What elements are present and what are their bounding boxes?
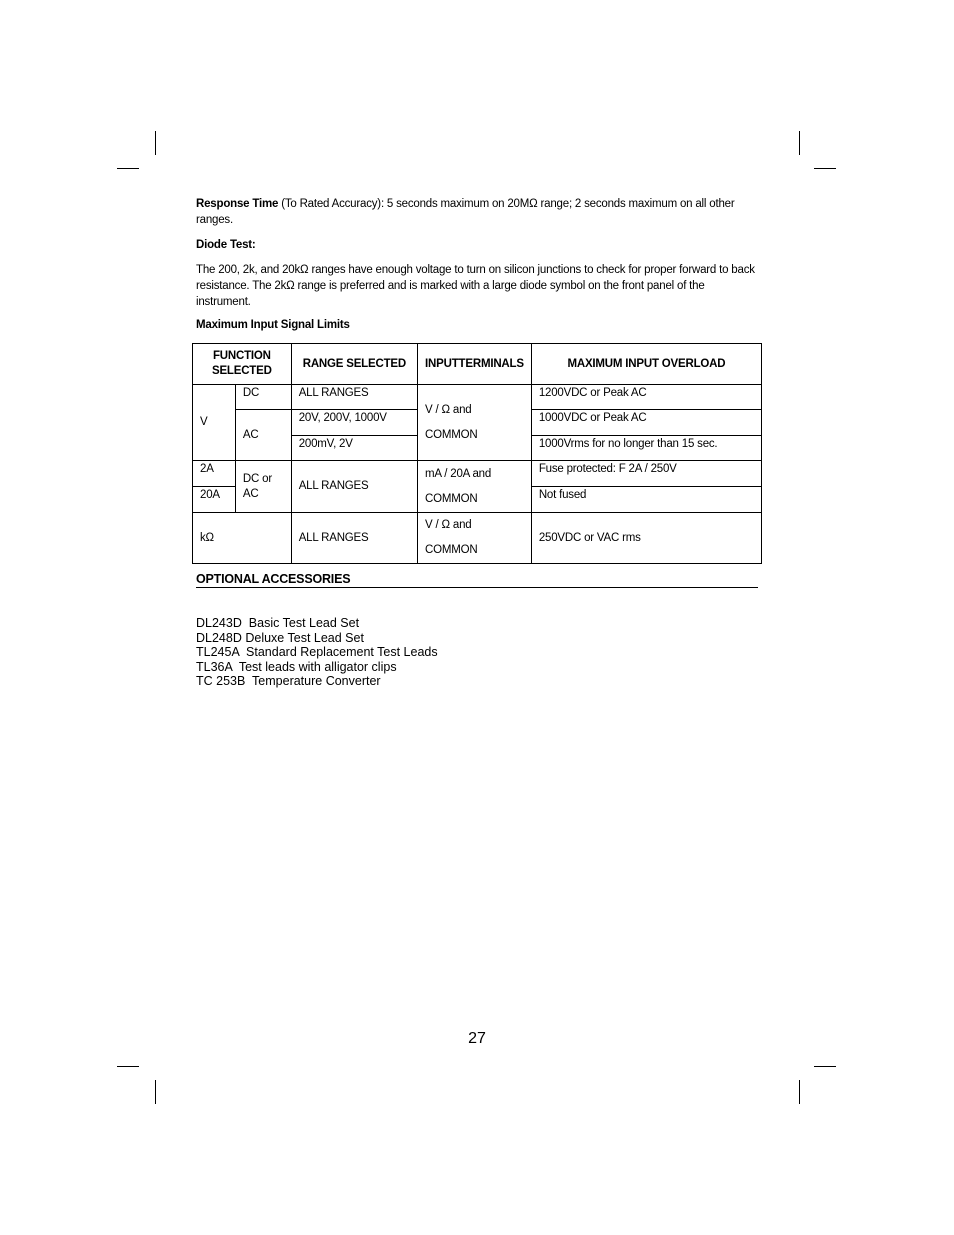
range-cell: 20V, 200V, 1000V	[291, 410, 417, 436]
mode-dc: DC	[235, 385, 291, 410]
terminal-line: COMMON	[425, 492, 478, 505]
function-v: V	[193, 385, 236, 461]
header-terminals: INPUTTERMINALS	[418, 344, 532, 385]
range-cell: 200mV, 2V	[291, 436, 417, 461]
terminal-line: COMMON	[425, 544, 478, 556]
crop-mark	[155, 131, 156, 155]
header-range: RANGE SELECTED	[291, 344, 417, 385]
range-cell: ALL RANGES	[291, 385, 417, 410]
terminals-a	[418, 461, 532, 513]
diode-test-body: The 200, 2k, and 20kΩ ranges have enough voltage to turn on silicon junctions to check for proper forward to back resistance. The 2kΩ range is preferred and is marked with a large diode symbol on the front panel of the instrument.	[196, 264, 755, 308]
terminal-line: V / Ω and	[425, 519, 472, 531]
function-2a: 2A	[193, 461, 236, 487]
accessories-heading: OPTIONAL ACCESSORIES	[196, 572, 758, 588]
limits-table	[192, 343, 762, 564]
accessory-item: DL243D Basic Test Lead Set	[196, 616, 360, 630]
limits-heading: Maximum Input Signal Limits	[196, 319, 350, 331]
function-20a: 20A	[193, 487, 236, 513]
mode-dc-or-ac: DC or AC	[235, 461, 291, 513]
terminal-line: V / Ω and	[425, 403, 472, 416]
diode-test-heading: Diode Test:	[196, 239, 256, 251]
response-time-paragraph	[196, 196, 756, 228]
accessory-item: DL248D Deluxe Test Lead Set	[196, 630, 364, 645]
range-cell: ALL RANGES	[291, 461, 417, 513]
page-number: 27	[468, 1030, 486, 1047]
accessory-item: TC 253B Temperature Converter	[196, 674, 381, 689]
crop-mark	[155, 1080, 156, 1104]
overload-cell: 1200VDC or Peak AC	[531, 385, 761, 410]
accessory-item: TL245A Standard Replacement Test Leads	[196, 645, 438, 660]
crop-mark	[117, 168, 139, 169]
function-kohm: kΩ	[193, 513, 292, 564]
terminals-ohm	[418, 513, 532, 564]
overload-cell: Fuse protected: F 2A / 250V	[531, 461, 761, 487]
response-time-label: Response Time	[196, 198, 279, 210]
response-time-text: (To Rated Accuracy): 5 seconds maximum on 20MΩ range; 2 seconds maximum on all other ranges.	[196, 198, 735, 226]
overload-cell: 250VDC or VAC rms	[531, 513, 761, 564]
terminals-v	[418, 385, 532, 461]
crop-mark	[814, 1066, 836, 1067]
accessory-item: TL36A Test leads with alligator clips	[196, 659, 397, 674]
overload-cell: 1000Vrms for no longer than 15 sec.	[531, 436, 761, 461]
overload-cell: Not fused	[531, 487, 761, 513]
crop-mark	[117, 1066, 139, 1067]
mode-ac: AC	[235, 410, 291, 461]
crop-mark	[799, 1080, 800, 1104]
terminal-line: mA / 20A and	[425, 467, 492, 480]
header-overload: MAXIMUM INPUT OVERLOAD	[531, 344, 761, 385]
crop-mark	[799, 131, 800, 155]
accessories-list	[196, 616, 438, 689]
overload-cell: 1000VDC or Peak AC	[531, 410, 761, 436]
range-cell: ALL RANGES	[291, 513, 417, 564]
crop-mark	[814, 168, 836, 169]
terminal-line: COMMON	[425, 428, 478, 441]
header-function: FUNCTION SELECTED	[193, 344, 292, 385]
